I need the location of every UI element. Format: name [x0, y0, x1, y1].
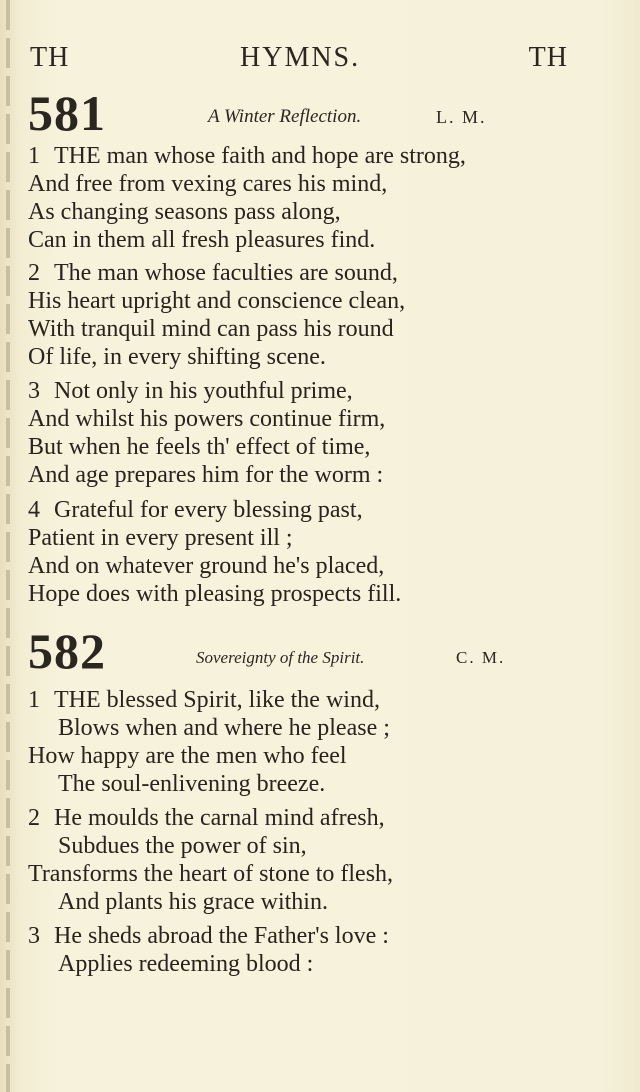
verse-number: 4 — [28, 497, 40, 523]
verse-line: Blows when and where he please ; — [58, 715, 390, 741]
verse-number: 3 — [28, 923, 40, 949]
verse-line: Patient in every present ill ; — [28, 525, 293, 551]
hymn-number: 581 — [28, 85, 106, 141]
verse-line: With tranquil mind can pass his round — [28, 316, 394, 342]
verse-line: Can in them all fresh pleasures find. — [28, 227, 376, 253]
header-left: TH — [30, 42, 70, 73]
verse-line: 2 He moulds the carnal mind afresh, — [28, 805, 385, 831]
verse-line: The soul-enlivening breeze. — [58, 771, 326, 797]
verse-line: Applies redeeming blood : — [58, 951, 314, 977]
verse-line: How happy are the men who feel — [28, 743, 347, 769]
running-header — [28, 42, 568, 76]
verse-line: And whilst his powers continue firm, — [28, 406, 386, 432]
header-title: HYMNS. — [240, 42, 361, 73]
verse-number: 3 — [28, 378, 40, 404]
verse-line: And plants his grace within. — [58, 889, 328, 915]
verse-line: And free from vexing cares his mind, — [28, 171, 388, 197]
verse-line: Of life, in every shifting scene. — [28, 344, 326, 370]
hymn-meter: C. M. — [456, 648, 506, 667]
verse-line: 1 THE man whose faith and hope are strong, — [28, 143, 466, 169]
verse-line: 4 Grateful for every blessing past, — [28, 497, 363, 523]
hymn-number: 582 — [28, 623, 106, 679]
verse-line: 3 He sheds abroad the Father's love : — [28, 923, 389, 949]
verse-line: 3 Not only in his youthful prime, — [28, 378, 353, 404]
verse-line: Subdues the power of sin, — [58, 833, 307, 859]
verse-line: Hope does with pleasing prospects fill. — [28, 581, 402, 607]
verse-number: 2 — [28, 805, 40, 831]
page-gutter — [6, 0, 10, 1092]
hymn-title: Sovereignty of the Spirit. — [196, 648, 365, 667]
verse-line: 1 THE blessed Spirit, like the wind, — [28, 687, 380, 713]
verse-line: His heart upright and conscience clean, — [28, 288, 406, 314]
hymn-meter: L. M. — [436, 107, 487, 127]
verse-line: And on whatever ground he's placed, — [28, 553, 385, 579]
verse-line: Transforms the heart of stone to flesh, — [28, 861, 394, 887]
verse-number: 1 — [28, 687, 40, 713]
verse-number: 2 — [28, 260, 40, 286]
hymn-title: A Winter Reflection. — [208, 106, 362, 127]
verse-number: 1 — [28, 143, 40, 169]
verse-line: As changing seasons pass along, — [28, 199, 341, 225]
verse-line: But when he feels th' effect of time, — [28, 434, 371, 460]
verse-line: 2 The man whose faculties are sound, — [28, 260, 398, 286]
header-right: TH — [528, 42, 568, 73]
verse-line: And age prepares him for the worm : — [28, 462, 384, 488]
